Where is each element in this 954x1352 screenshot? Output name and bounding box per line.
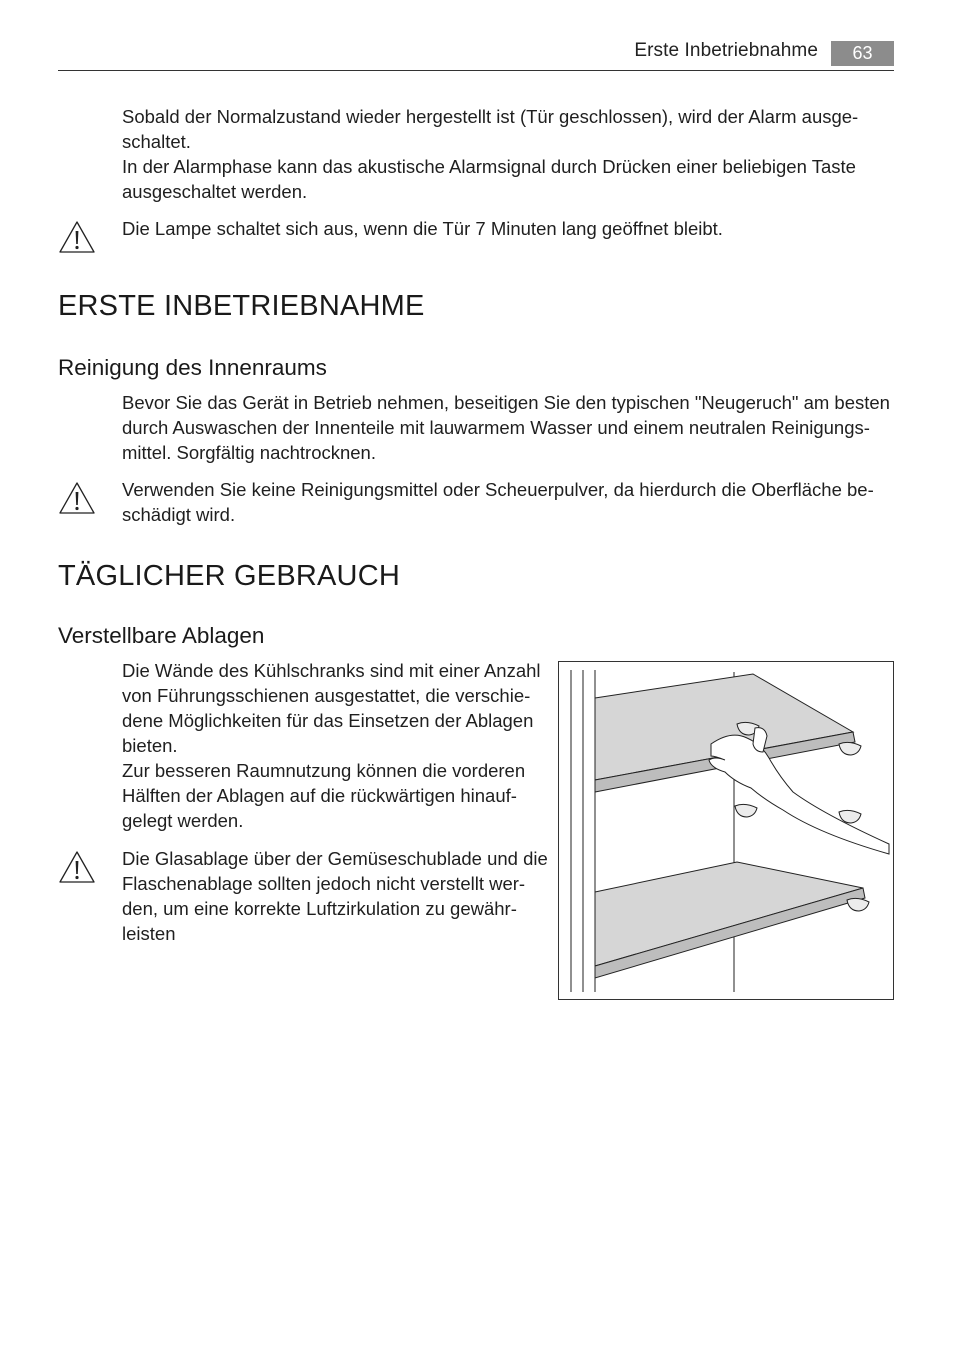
intro-paragraph <box>122 104 894 204</box>
cleaning-line: Bevor Sie das Gerät in Betrieb nehmen, beseitigen Sie den typischen "Neugeruch" am besten <box>122 392 890 413</box>
cleaning-warning-text <box>122 477 897 527</box>
header-divider <box>58 70 894 71</box>
shelves-paragraph <box>122 658 550 833</box>
subsection-title-adjustable-shelves: Verstellbare Ablagen <box>58 623 265 648</box>
warning-triangle-icon <box>58 481 96 515</box>
shelves-line: Die Wände des Kühlschranks sind mit einer Anzahl <box>122 660 541 681</box>
intro-line: schaltet. <box>122 131 191 152</box>
cleaning-paragraph <box>122 390 897 465</box>
intro-line: ausgeschaltet werden. <box>122 181 308 202</box>
shelves-warning-text <box>122 846 550 946</box>
shelves-warning-line: den, um eine korrekte Luftzirkulation zu gewähr- <box>122 898 517 919</box>
shelves-line: Zur besseren Raumnutzung können die vorderen <box>122 760 526 781</box>
shelves-warning-line: Flaschenablage sollten jedoch nicht verstellt wer- <box>122 873 526 894</box>
section-title-first-use: ERSTE INBETRIEBNAHME <box>58 290 425 322</box>
cleaning-warning-line: schädigt wird. <box>122 504 236 525</box>
subsection-title-cleaning: Reinigung des Innenraums <box>58 355 327 380</box>
shelf-illustration <box>558 661 894 1000</box>
lamp-warning-line: Die Lampe schaltet sich aus, wenn die Tür 7 Minuten lang geöffnet bleibt. <box>122 218 723 239</box>
shelves-warning-line: Die Glasablage über der Gemüseschublade und die <box>122 848 548 869</box>
warning-triangle-icon <box>58 850 96 884</box>
running-header-title: Erste Inbetriebnahme <box>634 40 818 61</box>
page-number-badge: 63 <box>831 41 894 66</box>
warning-triangle-icon <box>58 220 96 254</box>
section-title-daily-use: TÄGLICHER GEBRAUCH <box>58 560 400 592</box>
shelves-line: bieten. <box>122 735 178 756</box>
shelf-illustration-drawing <box>559 662 893 999</box>
intro-line: In der Alarmphase kann das akustische Alarmsignal durch Drücken einer beliebigen Taste <box>122 156 856 177</box>
shelves-line: von Führungsschienen ausgestattet, die verschie- <box>122 685 531 706</box>
cleaning-warning-line: Verwenden Sie keine Reinigungsmittel oder Scheuerpulver, da hierdurch die Oberfläche be- <box>122 479 874 500</box>
intro-line: Sobald der Normalzustand wieder hergestellt ist (Tür geschlossen), wird der Alarm ausge- <box>122 106 859 127</box>
shelves-line: dene Möglichkeiten für das Einsetzen der Ablagen <box>122 710 534 731</box>
shelves-warning-line: leisten <box>122 923 176 944</box>
lamp-warning-text <box>122 216 723 241</box>
cleaning-line: durch Auswaschen der Innenteile mit lauwarmem Wasser und einem neutralen Reinigungs- <box>122 417 870 438</box>
cleaning-line: mittel. Sorgfältig nachtrocknen. <box>122 442 376 463</box>
shelves-line: gelegt werden. <box>122 810 244 831</box>
shelves-line: Hälften der Ablagen auf die rückwärtigen hinauf- <box>122 785 517 806</box>
